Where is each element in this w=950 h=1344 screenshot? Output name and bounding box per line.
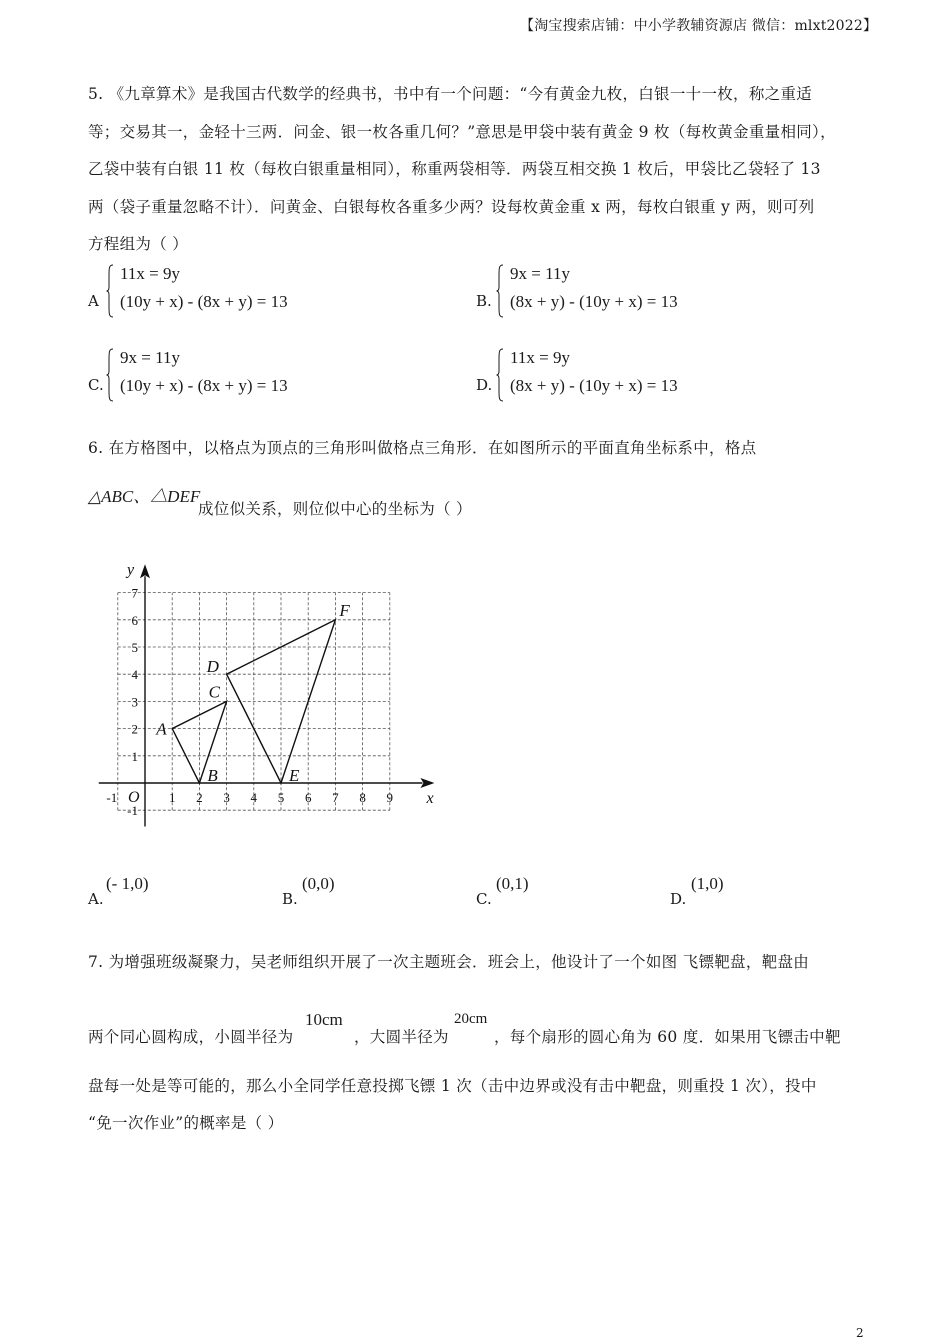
q5-option-a-label: A <box>88 292 99 310</box>
q5-option-c-system <box>106 348 326 404</box>
q5-option-d-eq1: 11x = 9y <box>510 348 570 367</box>
y-tick-label: 2 <box>131 721 138 737</box>
q7-large-radius: 20cm <box>454 1011 488 1027</box>
y-axis-label: y <box>127 561 135 579</box>
x-tick-label: 3 <box>223 790 230 805</box>
q5-option-d-system <box>496 348 716 404</box>
q6-option-a-label: A. <box>88 890 104 908</box>
q5-option-a-system <box>106 264 326 320</box>
q6-option-d-value: (1,0) <box>691 874 724 893</box>
q7-small-radius: 10cm <box>305 1010 343 1029</box>
y-tick-label: 1 <box>131 748 138 764</box>
y-tick-label: 7 <box>131 585 138 601</box>
origin-label: O <box>128 789 140 806</box>
q7-line-3: 盘每一处是等可能的，那么小全同学任意投掷飞镖 1 次（击中边界或没有击中靶盘，则重投 1 次），投中 <box>88 1077 817 1095</box>
q6-option-d-label: D. <box>670 890 687 908</box>
page-header: 【淘宝搜索店铺：中小学教辅资源店 微信：mlxt2022】 <box>520 18 878 34</box>
q5-option-c-label: C. <box>88 376 104 394</box>
q7-line-1: 7. 为增强班级凝聚力，吴老师组织开展了一次主题班会．班会上，他设计了一个如图 飞镖靶盘，靶盘由 <box>88 953 810 971</box>
q5-option-d-eq2: (8x + y) - (10y + x) = 13 <box>510 376 678 395</box>
q6-option-c-label: C. <box>476 890 492 908</box>
q5-option-a-eq1: 11x = 9y <box>120 264 180 283</box>
q5-option-c-eq2: (10y + x) - (8x + y) = 13 <box>120 376 288 395</box>
x-tick-label: 8 <box>359 790 366 805</box>
q5-option-b-eq1: 9x = 11y <box>510 264 570 283</box>
q6-option-b-label: B. <box>282 890 298 908</box>
brace-icon <box>106 264 114 318</box>
x-tick-label: 2 <box>196 790 203 805</box>
q6-triangles: △ABC、△DEF <box>88 487 201 506</box>
q6-option-b-value: (0,0) <box>302 874 335 893</box>
q6-line-1: 6. 在方格图中，以格点为顶点的三角形叫做格点三角形．在如图所示的平面直角坐标系中，格点 <box>88 439 757 457</box>
point-label-a: A <box>156 719 167 739</box>
point-label-f: F <box>339 600 350 620</box>
q5-option-b-label: B. <box>476 292 492 310</box>
brace-icon <box>496 264 504 318</box>
q5-option-a-eq2: (10y + x) - (8x + y) = 13 <box>120 292 288 311</box>
q5-option-d-label: D. <box>476 376 493 394</box>
coordinate-graph <box>95 555 435 835</box>
q5-option-b-eq2: (8x + y) - (10y + x) = 13 <box>510 292 678 311</box>
y-tick-label: 3 <box>131 694 138 710</box>
x-axis-arrow <box>420 778 434 788</box>
q7-line-2b: ，大圆半径为 <box>354 1028 449 1046</box>
y-tick-label: 4 <box>131 667 138 683</box>
y-axis-arrow <box>140 564 150 578</box>
q5-option-b-system <box>496 264 716 320</box>
y-tick-label: 5 <box>131 640 138 655</box>
x-tick-label: 9 <box>386 790 394 805</box>
q5-line-3: 乙袋中装有白银 11 枚（每枚白银重量相同），称重两袋相等．两袋互相交换 1 枚后，甲袋比乙袋轻了 13 <box>88 160 821 178</box>
x-tick-label: 6 <box>304 790 312 805</box>
x-axis-label: x <box>426 790 434 807</box>
q5-line-1: 5. 《九章算术》是我国古代数学的经典书，书中有一个问题：“今有黄金九枚，白银一十一枚，称之重适 <box>88 85 813 103</box>
x-tick-label: 7 <box>332 790 339 805</box>
q5-option-c-eq1: 9x = 11y <box>120 348 180 367</box>
q7-line-2c: ，每个扇形的圆心角为 60 度．如果用飞镖击中靶 <box>494 1028 841 1046</box>
q5-line-2: 等；交易其一，金轻十三两．问金、银一枚各重几何？”意思是甲袋中装有黄金 9 枚（每枚黄金重量相同）， <box>88 123 836 141</box>
brace-icon <box>496 348 504 402</box>
point-label-e: E <box>289 766 300 785</box>
q7-line-4: “免一次作业”的概率是（ ） <box>88 1114 284 1132</box>
q5-line-4: 两（袋子重量忽略不计）．问黄金、白银每枚各重多少两？设每枚黄金重 x 两，每枚白银重 y 两，则可列 <box>88 198 815 216</box>
point-label-b: B <box>207 766 218 785</box>
point-labels <box>155 601 350 785</box>
page-number: 2 <box>856 1326 864 1340</box>
x-tick-label: 1 <box>168 790 176 805</box>
x-tick-label: 5 <box>277 790 285 805</box>
q5-line-5: 方程组为（ ） <box>88 235 189 253</box>
grid-lines <box>118 593 390 811</box>
q6-option-a-value: (- 1,0) <box>106 874 149 893</box>
axes <box>99 561 435 826</box>
point-label-d: D <box>206 657 219 677</box>
q6-option-c-value: (0,1) <box>496 874 529 893</box>
y-tick-label: -1 <box>127 803 138 819</box>
point-label-c: C <box>208 682 220 702</box>
y-tick-label: 6 <box>131 612 138 628</box>
q6-line-2: 成位似关系，则位似中心的坐标为（ ） <box>198 500 472 518</box>
x-tick-label: -1 <box>106 790 118 805</box>
q7-line-2a: 两个同心圆构成，小圆半径为 <box>88 1028 294 1046</box>
x-tick-label: 4 <box>250 790 258 805</box>
brace-icon <box>106 348 114 402</box>
